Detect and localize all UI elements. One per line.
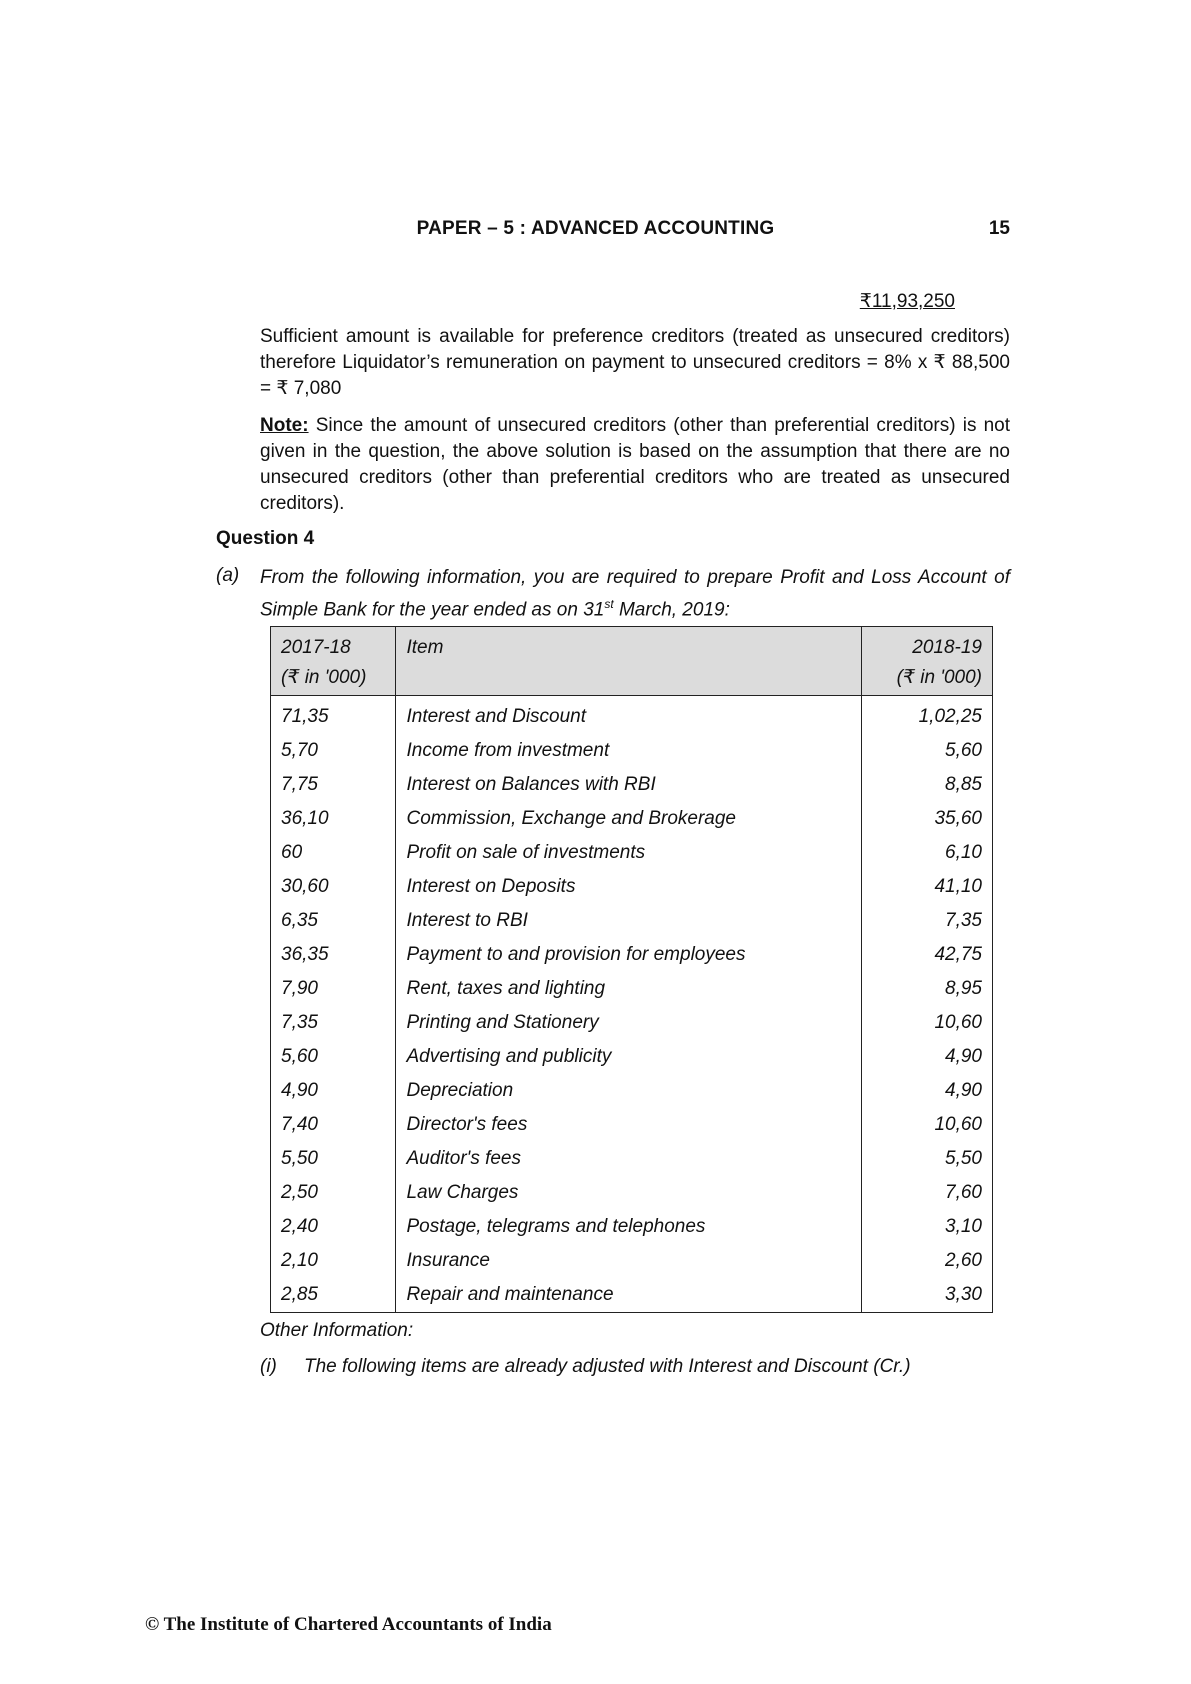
remuneration-paragraph: Sufficient amount is available for preference creditors (treated as unsecured creditors) therefore Liquidator’s remuneration on payment to unsecured creditors = 8% x ₹ 88,500 = ₹ 7,080 xyxy=(260,326,1010,399)
cell-2018-19: 1,02,25 xyxy=(862,696,993,735)
cell-2017-18: 30,60 xyxy=(271,870,396,904)
note-paragraph xyxy=(260,413,1010,517)
other-info-item-label: (i) xyxy=(260,1356,277,1377)
cell-item: Interest on Balances with RBI xyxy=(396,768,862,802)
header-2017-18 xyxy=(271,627,396,696)
cell-2018-19: 41,10 xyxy=(862,870,993,904)
cell-2017-18: 5,50 xyxy=(271,1142,396,1176)
cell-item: Commission, Exchange and Brokerage xyxy=(396,802,862,836)
header-2018-19-year: 2018-19 xyxy=(912,637,982,658)
question-text xyxy=(260,565,1010,623)
cell-item: Repair and maintenance xyxy=(396,1278,862,1313)
cell-item: Rent, taxes and lighting xyxy=(396,972,862,1006)
cell-2017-18: 60 xyxy=(271,836,396,870)
table-row xyxy=(271,1176,993,1210)
other-info-item-text: The following items are already adjusted with Interest and Discount (Cr.) xyxy=(304,1356,911,1377)
table-row xyxy=(271,734,993,768)
cell-2017-18: 71,35 xyxy=(271,696,396,735)
table-row xyxy=(271,802,993,836)
cell-item: Auditor's fees xyxy=(396,1142,862,1176)
page-title: PAPER – 5 : ADVANCED ACCOUNTING xyxy=(416,218,775,239)
cell-item: Director's fees xyxy=(396,1108,862,1142)
profit-loss-table xyxy=(270,626,993,1313)
cell-item: Payment to and provision for employees xyxy=(396,938,862,972)
table-row xyxy=(271,1210,993,1244)
table-row xyxy=(271,768,993,802)
cell-2017-18: 36,10 xyxy=(271,802,396,836)
table-body xyxy=(271,696,993,1313)
cell-item: Interest on Deposits xyxy=(396,870,862,904)
cell-2018-19: 6,10 xyxy=(862,836,993,870)
cell-2017-18: 5,70 xyxy=(271,734,396,768)
cell-2017-18: 7,75 xyxy=(271,768,396,802)
cell-2017-18: 2,50 xyxy=(271,1176,396,1210)
table-row xyxy=(271,870,993,904)
table-row xyxy=(271,972,993,1006)
cell-2018-19: 42,75 xyxy=(862,938,993,972)
table-row xyxy=(271,1278,993,1313)
question-part-label: (a) xyxy=(216,565,240,586)
header-item-label: Item xyxy=(406,637,444,658)
table-row xyxy=(271,1142,993,1176)
cell-item: Insurance xyxy=(396,1244,862,1278)
cell-2017-18: 2,40 xyxy=(271,1210,396,1244)
cell-2018-19: 7,35 xyxy=(862,904,993,938)
cell-2017-18: 4,90 xyxy=(271,1074,396,1108)
cell-2017-18: 2,85 xyxy=(271,1278,396,1313)
cell-2018-19: 3,30 xyxy=(862,1278,993,1313)
table-row xyxy=(271,1244,993,1278)
table-row xyxy=(271,1108,993,1142)
header-2018-19 xyxy=(862,627,993,696)
cell-item: Interest to RBI xyxy=(396,904,862,938)
question-title: Question 4 xyxy=(216,528,315,549)
question-text-end: March, 2019: xyxy=(613,599,730,621)
table-header-row xyxy=(271,627,993,696)
table-row xyxy=(271,938,993,972)
cell-2018-19: 10,60 xyxy=(862,1108,993,1142)
question-text-sup: st xyxy=(604,597,614,611)
cell-2018-19: 5,60 xyxy=(862,734,993,768)
cell-item: Income from investment xyxy=(396,734,862,768)
cell-2017-18: 7,35 xyxy=(271,1006,396,1040)
table-row xyxy=(271,696,993,735)
table-row xyxy=(271,1074,993,1108)
page-header xyxy=(0,218,1191,244)
cell-item: Depreciation xyxy=(396,1074,862,1108)
cell-item: Printing and Stationery xyxy=(396,1006,862,1040)
cell-2017-18: 6,35 xyxy=(271,904,396,938)
cell-item: Interest and Discount xyxy=(396,696,862,735)
cell-2018-19: 7,60 xyxy=(862,1176,993,1210)
cell-2018-19: 35,60 xyxy=(862,802,993,836)
note-text: Since the amount of unsecured creditors (other than preferential creditors) is not given in the question, the above solution is based on the assumption that there are no unsecured creditors (other than preferential creditors who are treated as unsecured creditors). xyxy=(260,415,1010,514)
cell-2017-18: 2,10 xyxy=(271,1244,396,1278)
cell-2018-19: 4,90 xyxy=(862,1040,993,1074)
cell-2018-19: 8,85 xyxy=(862,768,993,802)
cell-2018-19: 5,50 xyxy=(862,1142,993,1176)
footer-copyright: © The Institute of Chartered Accountants of India xyxy=(145,1614,552,1635)
cell-2017-18: 5,60 xyxy=(271,1040,396,1074)
table-row xyxy=(271,1006,993,1040)
cell-item: Profit on sale of investments xyxy=(396,836,862,870)
cell-2018-19: 10,60 xyxy=(862,1006,993,1040)
carried-total: ₹11,93,250 xyxy=(859,291,955,312)
cell-2017-18: 36,35 xyxy=(271,938,396,972)
table-row xyxy=(271,1040,993,1074)
header-item xyxy=(396,627,862,696)
other-information-title: Other Information: xyxy=(260,1320,414,1341)
cell-2018-19: 3,10 xyxy=(862,1210,993,1244)
cell-item: Law Charges xyxy=(396,1176,862,1210)
cell-2017-18: 7,90 xyxy=(271,972,396,1006)
header-2017-18-unit: (₹ in '000) xyxy=(281,667,367,688)
cell-item: Advertising and publicity xyxy=(396,1040,862,1074)
note-label: Note: xyxy=(260,415,309,436)
cell-item: Postage, telegrams and telephones xyxy=(396,1210,862,1244)
table-row xyxy=(271,836,993,870)
header-2017-18-year: 2017-18 xyxy=(281,637,351,658)
cell-2018-19: 8,95 xyxy=(862,972,993,1006)
cell-2017-18: 7,40 xyxy=(271,1108,396,1142)
cell-2018-19: 2,60 xyxy=(862,1244,993,1278)
page-number: 15 xyxy=(988,218,1010,239)
header-2018-19-unit: (₹ in '000) xyxy=(896,667,982,688)
question-text-main: From the following information, you are required to prepare Profit and Loss Account of Simple Bank for the year ended as on 31 xyxy=(260,567,1010,621)
cell-2018-19: 4,90 xyxy=(862,1074,993,1108)
table-row xyxy=(271,904,993,938)
